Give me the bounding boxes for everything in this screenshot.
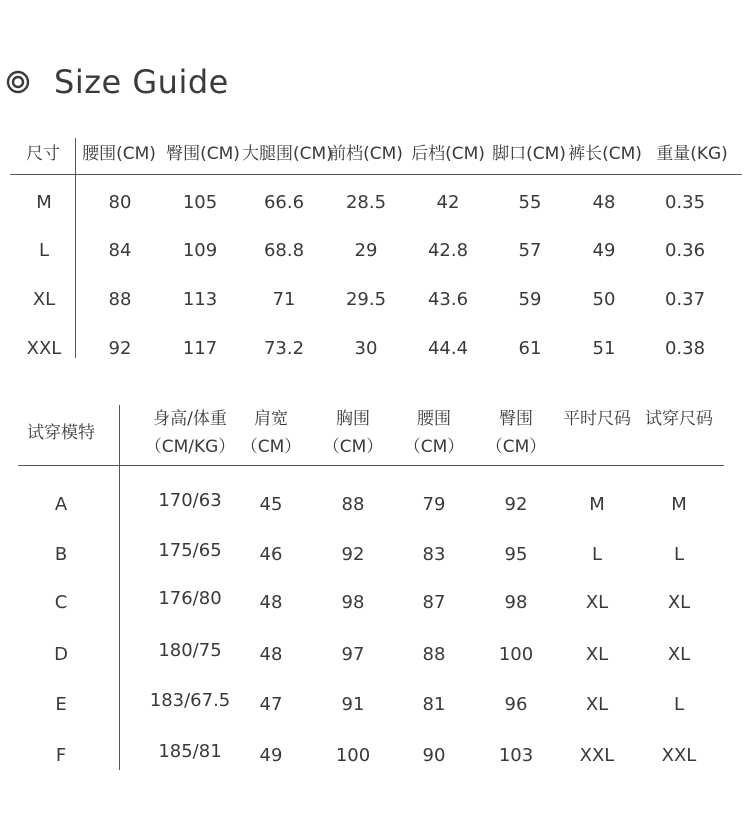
model-table-header-cell: 平时尺码 [563,409,631,429]
model-table-header-unit: （CM） [322,437,384,457]
size-table-header-divider [10,174,742,175]
model-table-cell: 180/75 [158,640,222,661]
model-table-cell: L [591,544,603,565]
size-table-cell: 88 [108,289,132,310]
model-table-cell: 91 [341,694,365,715]
size-table-cell: 109 [182,240,218,261]
size-table-cell: 57 [518,240,542,261]
size-table-header-cell: 大腿围(CM) [242,144,333,164]
size-table-cell: 29 [354,240,378,261]
model-label-cell: F [55,745,67,766]
model-table-cell: L [673,694,685,715]
model-table-cell: 100 [498,644,534,665]
model-table-cell: 185/81 [158,741,222,762]
size-table-cell: 48 [592,192,616,213]
model-label-cell: B [54,544,68,565]
size-table-cell: 0.36 [664,240,706,261]
model-table-header-cell: 肩宽 [254,409,288,429]
size-label-cell: M [36,192,52,213]
model-table-cell: 175/65 [158,540,222,561]
model-table-header-unit: （CM） [240,437,302,457]
size-table-cell: 80 [108,192,132,213]
size-label-cell: L [38,240,50,261]
size-label-cell: XXL [26,338,62,359]
model-label-cell: A [54,494,68,515]
size-table-header-cell: 腰围(CM) [82,144,156,164]
size-table-cell: 68.8 [263,240,305,261]
size-table-cell: 42.8 [427,240,469,261]
model-table-header-cell: 臀围 [499,409,533,429]
model-table-cell: XL [585,644,609,665]
size-table-header-cell: 重量(KG) [656,144,728,164]
model-table-cell: XL [585,694,609,715]
model-table-cell: 49 [259,745,283,766]
size-table-cell: 0.38 [664,338,706,359]
model-label-cell: C [54,592,68,613]
model-table-header-cell: 试穿尺码 [645,409,713,429]
model-table-cell: 48 [259,644,283,665]
model-table-cell: 45 [259,494,283,515]
model-table-cell: XL [667,592,691,613]
model-table-cell: 48 [259,592,283,613]
model-table-cell: 47 [259,694,283,715]
size-table-cell: 49 [592,240,616,261]
size-table-header-cell: 臀围(CM) [166,144,240,164]
model-table-cell: M [671,494,687,515]
model-table-header-unit: （CM） [403,437,465,457]
model-label-cell: D [54,644,68,665]
size-table-header-cell: 脚口(CM) [492,144,566,164]
page-header [6,60,229,104]
size-table-header-cell: 前档(CM) [329,144,403,164]
model-table-cell: 176/80 [158,588,222,609]
model-table-cell: L [673,544,685,565]
size-table-cell: 28.5 [345,192,387,213]
target-icon [6,70,30,94]
size-table-cell: 42 [436,192,460,213]
model-table-header-cell: 试穿模特 [27,423,95,443]
model-table-cell: 95 [504,544,528,565]
size-table-cell: 105 [182,192,218,213]
size-table-header-cell: 裤长(CM) [568,144,642,164]
model-table-cell: XL [667,644,691,665]
model-table-cell: XXL [661,745,697,766]
model-table-cell: 100 [335,745,371,766]
size-table-cell: 50 [592,289,616,310]
model-table-cell: 83 [422,544,446,565]
model-label-cell: E [55,694,67,715]
model-table-cell: 98 [341,592,365,613]
model-table-column-divider [119,405,120,770]
size-table-cell: 92 [108,338,132,359]
size-table-cell: 29.5 [345,289,387,310]
model-table-header-divider [18,465,724,466]
model-table-cell: 87 [422,592,446,613]
size-table-cell: 66.6 [263,192,305,213]
size-table-cell: 51 [592,338,616,359]
page-title: Size Guide [54,63,229,101]
model-table-cell: 46 [259,544,283,565]
model-table-cell: 92 [341,544,365,565]
size-table-cell: 59 [518,289,542,310]
size-label-cell: XL [32,289,56,310]
size-table-cell: 30 [354,338,378,359]
model-table-cell: 170/63 [158,490,222,511]
size-table-header-cell: 尺寸 [26,144,60,164]
size-table-cell: 55 [518,192,542,213]
size-table-cell: 113 [182,289,218,310]
size-table-cell: 84 [108,240,132,261]
model-table-header-unit: （CM） [485,437,547,457]
model-table-header-cell: 胸围 [336,409,370,429]
model-table-cell: M [589,494,605,515]
size-table-cell: 44.4 [427,338,469,359]
size-table-cell: 61 [518,338,542,359]
size-table-cell: 117 [182,338,218,359]
model-table-cell: XL [585,592,609,613]
model-table-cell: 88 [422,644,446,665]
model-table-cell: 92 [504,494,528,515]
size-table-cell: 73.2 [263,338,305,359]
model-table-cell: 103 [498,745,534,766]
model-table-cell: 81 [422,694,446,715]
model-table [18,405,724,770]
model-table-header-unit: （CM/KG） [144,437,236,457]
model-table-header-cell: 腰围 [417,409,451,429]
size-table-cell: 0.35 [664,192,706,213]
model-table-cell: 90 [422,745,446,766]
model-table-cell: 88 [341,494,365,515]
size-table-cell: 43.6 [427,289,469,310]
size-table-header-cell: 后档(CM) [411,144,485,164]
model-table-cell: 183/67.5 [149,690,231,711]
size-table-cell: 0.37 [664,289,706,310]
model-table-cell: 98 [504,592,528,613]
size-table [10,138,742,358]
model-table-cell: 79 [422,494,446,515]
model-table-cell: XXL [579,745,615,766]
model-table-cell: 97 [341,644,365,665]
model-table-cell: 96 [504,694,528,715]
model-table-header-cell: 身高/体重 [153,409,227,429]
size-table-cell: 71 [272,289,296,310]
